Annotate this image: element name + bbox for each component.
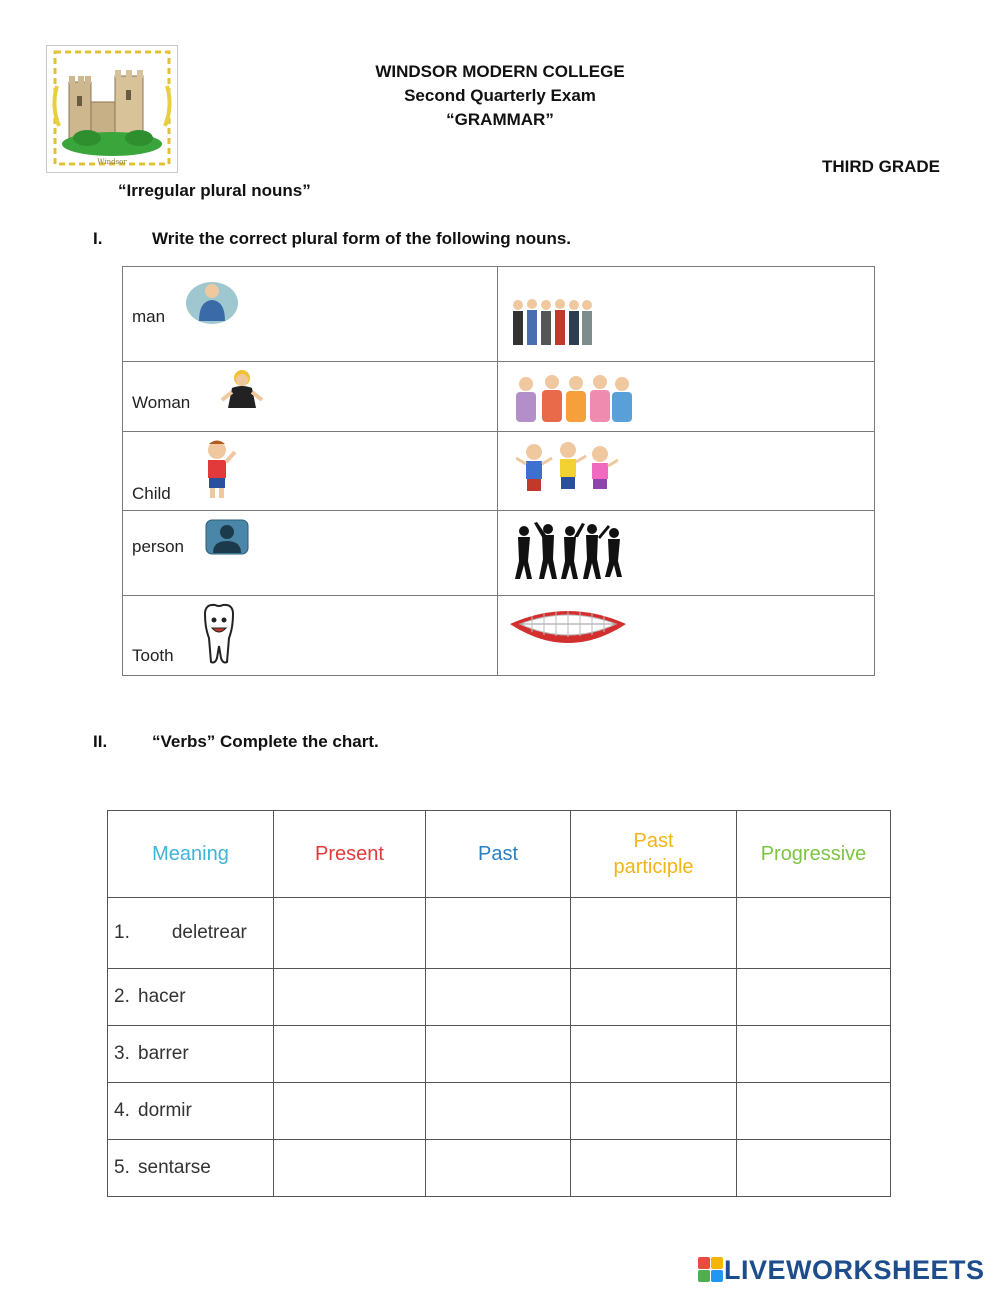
plural-cell[interactable] (498, 432, 875, 511)
tooth-icon (199, 602, 239, 666)
noun-label: man (132, 307, 166, 326)
child-icon (199, 438, 239, 502)
progressive-cell[interactable] (737, 898, 891, 969)
topic-title: “Irregular plural nouns” (118, 181, 311, 200)
verb-meaning-cell: 1. deletrear (108, 898, 274, 969)
present-cell[interactable] (274, 1026, 426, 1083)
liveworksheets-brand (698, 1254, 985, 1286)
column-header-progressive: Progressive (737, 811, 891, 898)
header-row (108, 811, 891, 898)
noun-cell (123, 596, 498, 676)
section-1-number: I. (93, 229, 103, 248)
verb-meaning-cell: 4. dormir (108, 1083, 274, 1140)
person-icon (205, 519, 249, 555)
column-header-meaning: Meaning (108, 811, 274, 898)
man-icon (185, 279, 239, 325)
table-row (108, 1083, 891, 1140)
table-row (108, 969, 891, 1026)
exam-name: Second Quarterly Exam (404, 86, 596, 105)
past-cell[interactable] (426, 1083, 571, 1140)
people-silhouettes-icon (512, 521, 628, 583)
column-header-present: Present (274, 811, 426, 898)
verb-meaning-cell: 3. barrer (108, 1026, 274, 1083)
plural-cell[interactable] (498, 596, 875, 676)
woman-icon (218, 368, 266, 410)
past-participle-cell[interactable] (571, 969, 737, 1026)
noun-cell (123, 267, 498, 362)
past-cell[interactable] (426, 969, 571, 1026)
progressive-cell[interactable] (737, 969, 891, 1026)
table-row (108, 898, 891, 969)
section-2-number: II. (93, 732, 108, 751)
progressive-cell[interactable] (737, 1026, 891, 1083)
present-cell[interactable] (274, 969, 426, 1026)
past-participle-cell[interactable] (571, 898, 737, 969)
nouns-table (122, 266, 875, 676)
verbs-table (107, 810, 891, 1197)
noun-cell (123, 432, 498, 511)
past-participle-cell[interactable] (571, 1026, 737, 1083)
progressive-cell[interactable] (737, 1083, 891, 1140)
school-name: WINDSOR MODERN COLLEGE (375, 62, 625, 81)
past-cell[interactable] (426, 1026, 571, 1083)
exam-header (300, 60, 700, 132)
liveworksheets-wordmark: LIVEWORKSHEETS (724, 1254, 985, 1285)
past-cell[interactable] (426, 1140, 571, 1197)
noun-label: Child (132, 484, 171, 503)
present-cell[interactable] (274, 1140, 426, 1197)
plural-cell[interactable] (498, 511, 875, 596)
men-group-icon (508, 297, 594, 353)
present-cell[interactable] (274, 1083, 426, 1140)
children-group-icon (516, 440, 620, 502)
column-header-past-participle: Past participle (571, 811, 737, 898)
column-header-past: Past (426, 811, 571, 898)
section-1-instruction: Write the correct plural form of the following nouns. (152, 229, 572, 248)
grade-label: THIRD GRADE (821, 157, 940, 176)
past-participle-cell[interactable] (571, 1140, 737, 1197)
women-group-icon (508, 372, 638, 424)
past-participle-cell[interactable] (571, 1083, 737, 1140)
noun-cell (123, 511, 498, 596)
table-row (123, 267, 875, 362)
noun-cell (123, 362, 498, 432)
noun-label: Tooth (132, 646, 174, 665)
svg-text:Windsor: Windsor (97, 158, 127, 166)
table-row (123, 596, 875, 676)
table-row (123, 511, 875, 596)
table-row (108, 1026, 891, 1083)
table-row (123, 432, 875, 511)
noun-label: person (132, 537, 184, 556)
section-2-instruction: “Verbs” Complete the chart. (152, 732, 379, 751)
table-row (108, 1140, 891, 1197)
liveworksheets-logo-icon (698, 1257, 724, 1283)
progressive-cell[interactable] (737, 1140, 891, 1197)
plural-cell[interactable] (498, 267, 875, 362)
table-row (123, 362, 875, 432)
subject-name: “GRAMMAR” (446, 110, 554, 129)
noun-label: Woman (132, 393, 191, 412)
teeth-icon (508, 602, 628, 656)
past-cell[interactable] (426, 898, 571, 969)
present-cell[interactable] (274, 898, 426, 969)
verb-meaning-cell: 2. hacer (108, 969, 274, 1026)
plural-cell[interactable] (498, 362, 875, 432)
verb-meaning-cell: 5. sentarse (108, 1140, 274, 1197)
school-logo (46, 45, 178, 173)
